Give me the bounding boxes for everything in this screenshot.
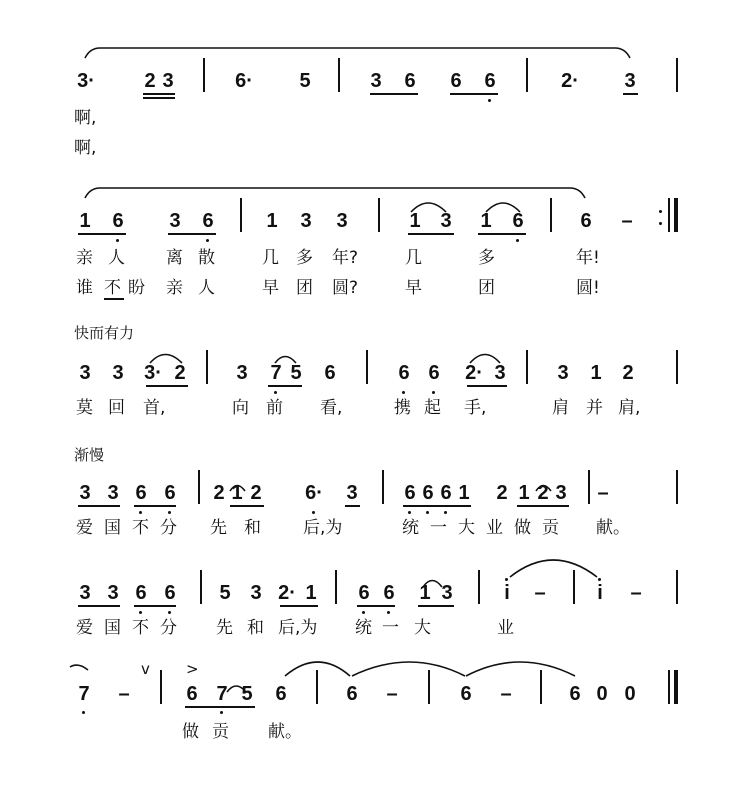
note: 7: [216, 683, 228, 705]
note: –: [500, 683, 512, 705]
note: 3: [112, 362, 124, 384]
lyric: 向: [232, 398, 249, 418]
barline: [676, 470, 678, 504]
barline: [338, 58, 340, 92]
barline: [160, 670, 162, 704]
note: 6: [450, 70, 462, 92]
note: i: [597, 582, 603, 604]
note: 3: [162, 70, 174, 92]
lyric: 献。: [268, 722, 302, 742]
note: 3: [250, 582, 262, 604]
barline: [478, 570, 480, 604]
lyric: 谁: [76, 278, 93, 298]
note: 3·: [144, 362, 162, 384]
lyric: 贡: [212, 722, 229, 742]
note: 6: [440, 482, 452, 504]
note: 6: [346, 683, 358, 705]
note: 6: [135, 582, 147, 604]
lyric: 献。: [596, 518, 630, 538]
barline: [316, 670, 318, 704]
barline: [428, 670, 430, 704]
lyric: 分: [160, 518, 177, 538]
note: 2·: [561, 70, 579, 92]
lyric: 多: [478, 248, 495, 268]
note: 6: [202, 210, 214, 232]
note: –: [630, 582, 642, 604]
lyric: 圆!: [576, 278, 600, 298]
note: 3·: [77, 70, 95, 92]
note: 2·: [278, 582, 296, 604]
note: 6·: [305, 482, 323, 504]
note: 2: [496, 482, 508, 504]
note: 6: [569, 683, 581, 705]
note: 3: [441, 582, 453, 604]
note: 2: [144, 70, 156, 92]
barline: [206, 350, 208, 384]
lyric: 后,为: [278, 618, 318, 638]
note: –: [118, 683, 130, 705]
note: 6: [275, 683, 287, 705]
note: 3: [494, 362, 506, 384]
note: 2: [537, 482, 549, 504]
lyric: 做: [514, 518, 531, 538]
note: 2: [622, 362, 634, 384]
lyric: 年!: [576, 248, 600, 268]
note: 6·: [235, 70, 253, 92]
note: 3: [440, 210, 452, 232]
lyric: 离: [166, 248, 183, 268]
lyric: 亲: [76, 248, 93, 268]
note: 5: [290, 362, 302, 384]
note: 3: [107, 482, 119, 504]
lyric: 爱: [76, 618, 93, 638]
note: 3: [236, 362, 248, 384]
barline: [198, 470, 200, 504]
lyric: 统: [355, 618, 372, 638]
lyric: 统: [402, 518, 419, 538]
note: 6: [512, 210, 524, 232]
note: 6: [135, 482, 147, 504]
barline: [382, 470, 384, 504]
lyric: 回: [108, 398, 125, 418]
lyric: 人: [198, 278, 215, 298]
note: 6: [404, 482, 416, 504]
barline: [378, 198, 380, 232]
note: 2: [174, 362, 186, 384]
lyric: 早: [262, 278, 279, 298]
note: –: [534, 582, 546, 604]
note: 5: [219, 582, 231, 604]
lyric: 爱: [76, 518, 93, 538]
note: 6: [580, 210, 592, 232]
note: 6: [164, 582, 176, 604]
barline: [676, 58, 678, 92]
barline: [588, 470, 590, 504]
note: 2: [250, 482, 262, 504]
note: 1: [590, 362, 602, 384]
lyric: 国: [104, 618, 121, 638]
note: 7: [78, 683, 90, 705]
lyric: 年?: [332, 248, 359, 268]
lyric: 看,: [320, 398, 343, 418]
tempo-marking: 快而有力: [74, 324, 135, 342]
note: i: [504, 582, 510, 604]
lyric: 先: [216, 618, 233, 638]
lyric: 和: [244, 518, 261, 538]
lyric: 业: [486, 518, 503, 538]
barline: [200, 570, 202, 604]
lyric: 携: [394, 398, 411, 418]
lyric: 大: [414, 618, 431, 638]
lyric: 和: [247, 618, 264, 638]
lyric: 一: [382, 618, 399, 638]
lyric: 手,: [464, 398, 487, 418]
barline: [540, 670, 542, 704]
note: 0: [624, 683, 636, 705]
note: 3: [370, 70, 382, 92]
note: 1: [518, 482, 530, 504]
lyric: 贡: [542, 518, 559, 538]
note: 1: [409, 210, 421, 232]
note: 7: [270, 362, 282, 384]
note: 3: [624, 70, 636, 92]
lyric: 团: [296, 278, 313, 298]
lyric: 散: [198, 248, 215, 268]
lyric: 分: [160, 618, 177, 638]
note: 5: [241, 683, 253, 705]
lyric: 大: [458, 518, 475, 538]
lyric: 起: [424, 398, 441, 418]
note: 2·: [465, 362, 483, 384]
tempo-marking: 渐慢: [74, 446, 105, 464]
note: 0: [596, 683, 608, 705]
note: 1: [305, 582, 317, 604]
lyric: 先: [210, 518, 227, 538]
lyric: 早: [405, 278, 422, 298]
note: 3: [107, 582, 119, 604]
final-barline: [668, 670, 670, 704]
barline: [203, 58, 205, 92]
lyric: 几: [405, 248, 422, 268]
barline: [676, 350, 678, 384]
note: 6: [460, 683, 472, 705]
accent-mark: >: [186, 660, 199, 678]
lyric: 肩: [552, 398, 569, 418]
barline: [366, 350, 368, 384]
note: 6: [484, 70, 496, 92]
note: 6: [112, 210, 124, 232]
lyric: 不: [132, 618, 149, 638]
barline: [526, 350, 528, 384]
final-barline-thick: [674, 670, 678, 704]
note: 6: [398, 362, 410, 384]
note: 1: [458, 482, 470, 504]
barline: [526, 58, 528, 92]
note: 6: [383, 582, 395, 604]
lyric: 圆?: [332, 278, 359, 298]
note: 6: [404, 70, 416, 92]
lyric: 业: [497, 618, 514, 638]
note: 1: [266, 210, 278, 232]
note: –: [621, 210, 633, 232]
lyric: 做: [182, 722, 199, 742]
lyric: 一: [430, 518, 447, 538]
lyric: 团: [478, 278, 495, 298]
barline: [240, 198, 242, 232]
note: 3: [346, 482, 358, 504]
barline: [550, 198, 552, 232]
note: 6: [358, 582, 370, 604]
note: 1: [480, 210, 492, 232]
note: 3: [169, 210, 181, 232]
lyric: 并: [586, 398, 603, 418]
repeat-barline: [668, 198, 670, 232]
lyric: 不: [132, 518, 149, 538]
lyric: 前: [266, 398, 283, 418]
lyric: 人: [108, 248, 125, 268]
note: 3: [79, 362, 91, 384]
note: 6: [164, 482, 176, 504]
lyric: 莫: [76, 398, 93, 418]
lyric: 不: [104, 278, 121, 298]
note: 3: [300, 210, 312, 232]
note: 3: [336, 210, 348, 232]
lyric: 几: [262, 248, 279, 268]
lyric: 肩,: [618, 398, 641, 418]
breath-mark: v: [141, 660, 150, 678]
lyric: 亲: [166, 278, 183, 298]
note: –: [386, 683, 398, 705]
note: 6: [428, 362, 440, 384]
lyric: 首,: [143, 398, 166, 418]
note: 6: [422, 482, 434, 504]
note: 6: [324, 362, 336, 384]
note: 3: [79, 482, 91, 504]
repeat-barline-thick: [674, 198, 678, 232]
note: 5: [299, 70, 311, 92]
note: 2: [213, 482, 225, 504]
note: –: [597, 482, 609, 504]
note: 6: [186, 683, 198, 705]
barline: [335, 570, 337, 604]
lyric: 啊,: [74, 138, 97, 158]
note: 3: [555, 482, 567, 504]
note: 3: [557, 362, 569, 384]
note: 1: [79, 210, 91, 232]
note: 3: [79, 582, 91, 604]
barline: [573, 570, 575, 604]
note: 1: [231, 482, 243, 504]
lyric: 啊,: [74, 108, 97, 128]
lyric: 盼: [128, 278, 145, 298]
lyric: 国: [104, 518, 121, 538]
lyric: 多: [296, 248, 313, 268]
barline: [676, 570, 678, 604]
lyric: 后,为: [303, 518, 343, 538]
note: 1: [419, 582, 431, 604]
